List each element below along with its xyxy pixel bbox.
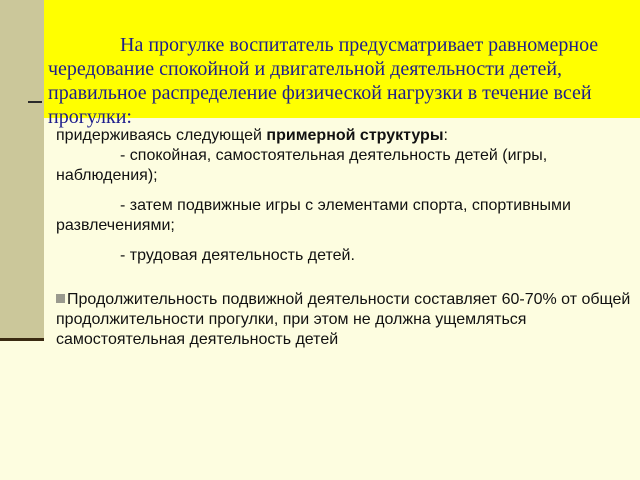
bullet-paragraph <box>56 290 632 350</box>
list-item-2: - затем подвижные игры с элементами спорта, спортивными развлечениями; <box>56 197 571 234</box>
intro-prefix: придерживаясь следующей <box>56 127 267 144</box>
left-decor-band <box>0 0 44 340</box>
slide-body <box>56 126 632 350</box>
left-decor-line <box>0 338 44 341</box>
bullet-paragraph-text: Продолжительность подвижной деятельности составляет 60-70% от общей продолжительности прогулки, при этом не должна ущемляться самостоятельная деятельность детей <box>56 291 631 348</box>
slide-title: На прогулке воспитатель предусматривает равномерное чередование спокойной и двигательной деятельности детей, правильное распределение физической нагрузки в течение всей прогулки: <box>48 34 599 128</box>
list-item-3: - трудовая деятельность детей. <box>120 247 355 264</box>
intro-line <box>56 126 632 146</box>
list-item-1: - спокойная, самостоятельная деятельность детей (игры, наблюдения); <box>56 147 548 184</box>
dash-mark <box>28 101 42 103</box>
intro-bold: примерной структуры <box>266 127 444 144</box>
square-bullet-icon <box>56 294 65 303</box>
intro-suffix: : <box>443 127 448 144</box>
